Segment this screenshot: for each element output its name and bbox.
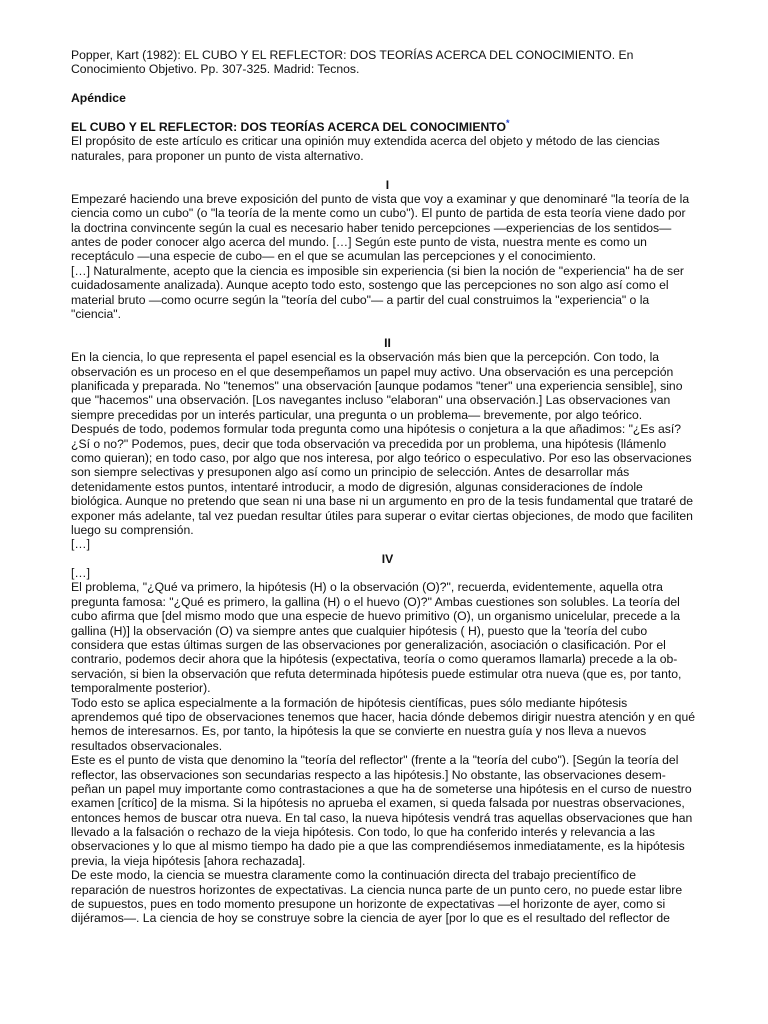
text-line: previa, la vieja hipótesis [ahora rechazada]. bbox=[71, 853, 306, 868]
text-line: como quieran); en todo caso, por algo que nos interesa, por algo teórico o especulativo. Por eso las observaciones bbox=[71, 450, 692, 465]
text-line: considera que estas últimas surgen de las observaciones por generalización, asociación o clasificación. Por el bbox=[71, 638, 666, 653]
text-line: planificada y preparada. No "tenemos" una observación [aunque podamos "tener" una experiencia sensible], sino bbox=[71, 378, 683, 393]
intro-line: El propósito de este artículo es criticar una opinión muy extendida acerca del objeto y método de las ciencias bbox=[71, 134, 660, 149]
text-line: […] Naturalmente, acepto que la ciencia es imposible sin experiencia (si bien la noción de "experiencia" ha de ser bbox=[71, 263, 684, 278]
section-heading-i: I bbox=[385, 177, 390, 192]
text-line: contrario, podemos decir ahora que la hipótesis (expectativa, teoría o como queramos llamarla) precede a la ob- bbox=[71, 652, 678, 667]
text-line: la doctrina convincente según la cual es necesario haber tenido percepciones —experiencias de los sentidos— bbox=[71, 220, 672, 235]
text-line: Todo esto se aplica especialmente a la formación de hipótesis científicas, pues sólo mediante hipótesis bbox=[71, 695, 628, 710]
text-line: detenidamente estos puntos, intentaré introducir, a modo de digresión, algunas consideraciones de índole bbox=[71, 479, 643, 494]
text-line: dijéramos—. La ciencia de hoy se construye sobre la ciencia de ayer [por lo que es el resultado del reflector de bbox=[71, 911, 670, 926]
article-title-text: EL CUBO Y EL REFLECTOR: DOS TEORÍAS ACERCA DEL CONOCIMIENTO bbox=[71, 119, 506, 134]
text-line: "ciencia". bbox=[71, 307, 121, 322]
text-line: observación es un proceso en el que desempeñamos un papel muy activo. Una observación es una percepción bbox=[71, 364, 674, 379]
text-line: son siempre selectivas y presuponen algo así como un principio de selección. Antes de desarrollar más bbox=[71, 465, 630, 480]
footnote-link[interactable]: * bbox=[505, 117, 510, 128]
text-line: ¿Sí o no?" Podemos, pues, decir que toda observación va precedida por un problema, una hipótesis (llámenlo bbox=[71, 436, 667, 451]
text-line: De este modo, la ciencia se muestra claramente como la continuación directa del trabajo precientífico de bbox=[71, 868, 636, 883]
text-line: En la ciencia, lo que representa el papel esencial es la observación más bien que la percepción. Con todo, la bbox=[71, 350, 660, 365]
article-title bbox=[71, 117, 704, 134]
text-line: material bruto —como ocurre según la "teoría del cubo"— a partir del cual construimos la "experiencia" o la bbox=[71, 292, 650, 307]
text-line: de supuestos, pues en todo momento presupone un horizonte de expectativas —el horizonte de ayer, como si bbox=[71, 897, 666, 912]
text-line: que "hacemos" una observación. [Los navegantes incluso "elaboran" una observación.] Las observaciones van bbox=[71, 393, 671, 408]
text-line: antes de poder conocer algo acerca del mundo. […] Según este punto de vista, nuestra mente es como un bbox=[71, 235, 647, 250]
text-line: siempre precedidas por un interés particular, una pregunta o un problema— brevemente, por algo teórico. bbox=[71, 407, 643, 422]
appendix-heading: Apéndice bbox=[71, 91, 126, 106]
text-line: […] bbox=[71, 566, 90, 581]
intro-paragraph bbox=[71, 134, 704, 163]
text-line: aprendemos qué tipo de observaciones tenemos que hacer, hacia dónde debemos dirigir nuestra atención y en qué bbox=[71, 709, 696, 724]
section-i-body bbox=[71, 192, 704, 322]
text-line: servación, si bien la observación que refuta determinada hipótesis puede estimular otra nueva (que es, por tanto, bbox=[71, 666, 682, 681]
text-line: cubo afirma que [del mismo modo que una especie de huevo primitivo (O), un organismo unicelular, precede a la bbox=[71, 609, 681, 624]
text-line: Este es el punto de vista que denomino la "teoría del reflector" (frente a la "teoría del cubo"). [Según la teoría del bbox=[71, 753, 679, 768]
text-line: cuidadosamente analizada). Aunque acepto todo esto, sostengo que las percepciones no son algo así como el bbox=[71, 278, 669, 293]
citation bbox=[71, 48, 704, 77]
text-line: ciencia como un cubo" (o "la teoría de la mente como un cubo"). El punto de partida de esta teoría viene dado por bbox=[71, 206, 686, 221]
text-line: luego su comprensión. bbox=[71, 522, 194, 537]
text-line: hemos de interesarnos. Es, por tanto, la hipótesis la que se convierte en nuestra guía y nos lleva a nuevos bbox=[71, 724, 647, 739]
text-line: gallina (H)] la observación (O) va siempre antes que cualquier hipótesis ( H), puesto que la 'teoría del cubo bbox=[71, 623, 648, 638]
text-line: examen [crítico] de la misma. Si la hipótesis no aprueba el examen, si queda falsada por nuestras observaciones, bbox=[71, 796, 685, 811]
citation-line: Conocimiento Objetivo. Pp. 307-325. Madrid: Tecnos. bbox=[71, 62, 360, 77]
text-line: Después de todo, podemos formular toda pregunta como una hipótesis o conjetura a la que añadimos: "¿Es así? bbox=[71, 422, 682, 437]
text-line: observaciones y lo que al mismo tiempo ha dado pie a que las comprendiésemos inmediatamente, es la hipótesis bbox=[71, 839, 685, 854]
intro-line: naturales, para proponer un punto de vista alternativo. bbox=[71, 148, 364, 163]
section-heading-iv: IV bbox=[381, 551, 394, 566]
text-line: exponer más adelante, tal vez puedan resultar útiles para superar o evitar ciertas objeciones, de modo que faciliten bbox=[71, 508, 693, 523]
section-ii-body bbox=[71, 350, 704, 551]
text-line: pregunta famosa: "¿Qué es primero, la gallina (H) o el huevo (O)?" Ambas cuestiones son solubles. La teoría del bbox=[71, 594, 680, 609]
text-line: resultados observacionales. bbox=[71, 738, 223, 753]
text-line: El problema, "¿Qué va primero, la hipótesis (H) o la observación (O)?", recuerda, evidentemente, aquella otra bbox=[71, 580, 663, 595]
text-line: biológica. Aunque no pretendo que sean ni una base ni un argumento en pro de la tesis fundamental que trataré de bbox=[71, 494, 694, 509]
text-line: reflector, las observaciones son secundarias respecto a las hipótesis.] No obstante, las observaciones desem- bbox=[71, 767, 666, 782]
text-line: temporalmente posterior). bbox=[71, 681, 211, 696]
text-line: reparación de nuestros horizontes de expectativas. La ciencia nunca parte de un punto cero, no puede estar libre bbox=[71, 882, 683, 897]
section-iv-body bbox=[71, 566, 704, 926]
text-line: peñan un papel muy importante como contrastaciones a que ha de someterse una hipótesis en el curso de nuestro bbox=[71, 781, 692, 796]
text-line: llevado a la falsación o rechazo de la vieja hipótesis. Con todo, lo que ha conferido interés y relevancia a las bbox=[71, 825, 656, 840]
text-line: entonces hemos de buscar otra nueva. En tal caso, la nueva hipótesis vendrá tras aquellas observaciones que han bbox=[71, 810, 693, 825]
text-line: receptáculo —una especie de cubo— en el que se acumulan las percepciones y el conocimiento. bbox=[71, 249, 597, 264]
text-line: Empezaré haciendo una breve exposición del punto de vista que voy a examinar y que denominaré "la teoría de la bbox=[71, 191, 690, 206]
section-heading-ii: II bbox=[384, 335, 391, 350]
text-line: […] bbox=[71, 537, 90, 552]
citation-line: Popper, Kart (1982): EL CUBO Y EL REFLECTOR: DOS TEORÍAS ACERCA DEL CONOCIMIENTO. En bbox=[71, 48, 634, 62]
